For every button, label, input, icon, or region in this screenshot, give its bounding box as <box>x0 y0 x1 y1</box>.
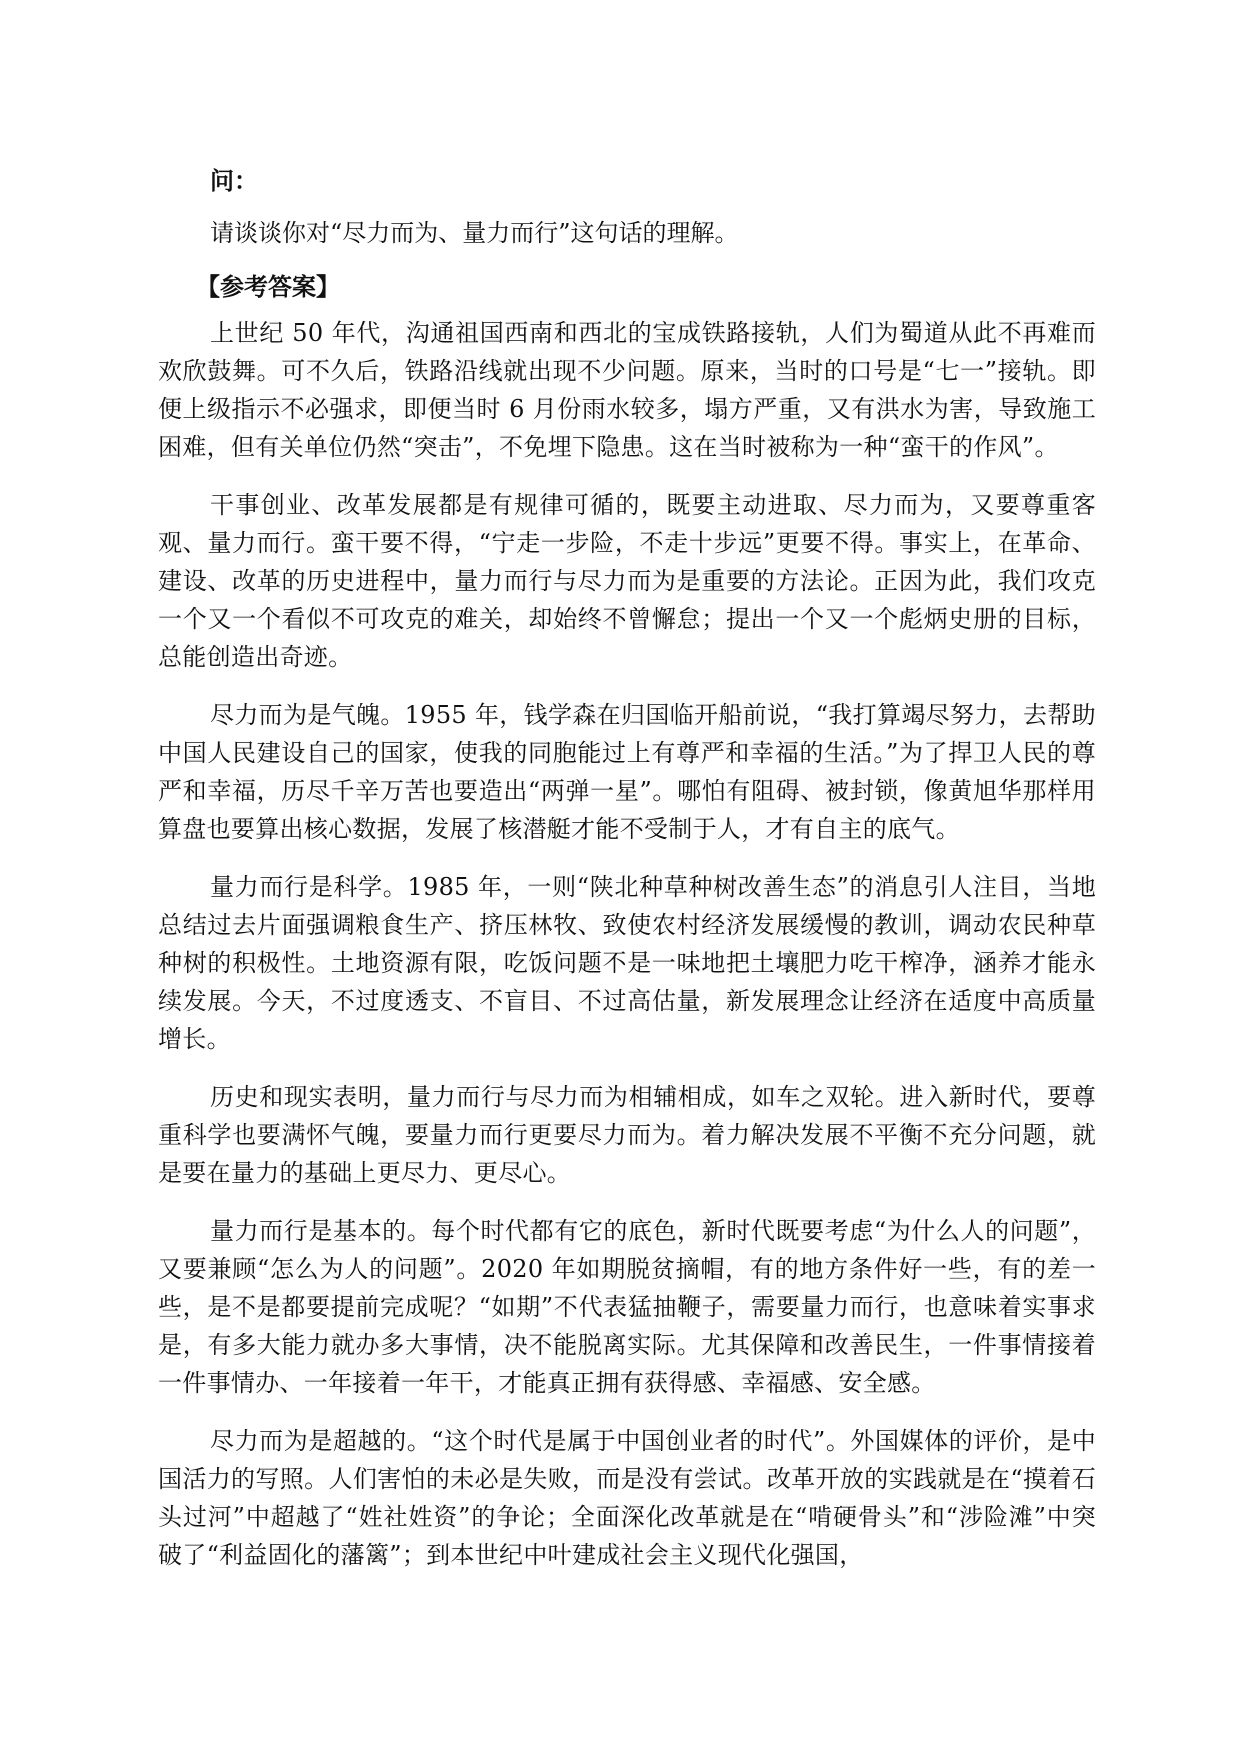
document-body <box>158 158 1096 1594</box>
answer-paragraph: 干事创业、改革发展都是有规律可循的，既要主动进取、尽力而为，又要尊重客观、量力而行。蛮干要不得，“宁走一步险，不走十步远”更要不得。事实上，在革命、建设、改革的历史进程中，量力而行与尽力而为是重要的方法论。正因为此，我们攻克一个又一个看似不可攻克的难关，却始终不曾懈怠；提出一个又一个彪炳史册的目标，总能创造出奇迹。 <box>158 491 1096 671</box>
answer-paragraph: 尽力而为是超越的。“这个时代是属于中国创业者的时代”。外国媒体的评价，是中国活力的写照。人们害怕的未必是失败，而是没有尝试。改革开放的实践就是在“摸着石头过河”中超越了“姓社姓资”的争论；全面深化改革就是在“啃硬骨头”和“涉险滩”中突破了“利益固化的藩篱”；到本世纪中叶建成社会主义现代化强国， <box>158 1427 1096 1569</box>
question-text: 请谈谈你对“尽力而为、量力而行”这句话的理解。 <box>210 219 739 247</box>
answer-paragraph: 量力而行是科学。1985 年，一则“陕北种草种树改善生态”的消息引人注目，当地总结过去片面强调粮食生产、挤压林牧、致使农村经济发展缓慢的教训，调动农民种草种树的积极性。土地资源有限，吃饭问题不是一味地把土壤肥力吃干榨净，涵养才能永续发展。今天，不过度透支、不盲目、不过高估量，新发展理念让经济在适度中高质量增长。 <box>158 873 1096 1053</box>
answer-paragraph: 上世纪 50 年代，沟通祖国西南和西北的宝成铁路接轨，人们为蜀道从此不再难而欢欣鼓舞。可不久后，铁路沿线就出现不少问题。原来，当时的口号是“七一”接轨。即便上级指示不必强求，即便当时 6 月份雨水较多，塌方严重，又有洪水为害，导致施工困难，但有关单位仍然“突击”，不免埋下隐患。这在当时被称为一种“蛮干的作风”。 <box>158 319 1096 461</box>
answer-paragraph: 量力而行是基本的。每个时代都有它的底色，新时代既要考虑“为什么人的问题”，又要兼顾“怎么为人的问题”。2020 年如期脱贫摘帽，有的地方条件好一些，有的差一些，是不是都要提前完成呢？“如期”不代表猛抽鞭子，需要量力而行，也意味着实事求是，有多大能力就办多大事情，决不能脱离实际。尤其保障和改善民生，一件事情接着一件事情办、一年接着一年干，才能真正拥有获得感、幸福感、安全感。 <box>158 1217 1096 1397</box>
answer-paragraph: 历史和现实表明，量力而行与尽力而为相辅相成，如车之双轮。进入新时代，要尊重科学也要满怀气魄，要量力而行更要尽力而为。着力解决发展不平衡不充分问题，就是要在量力的基础上更尽力、更尽心。 <box>158 1083 1096 1187</box>
answer-label: 【参考答案】 <box>196 272 340 301</box>
answer-paragraph: 尽力而为是气魄。1955 年，钱学森在归国临开船前说，“我打算竭尽努力，去帮助中国人民建设自己的国家，使我的同胞能过上有尊严和幸福的生活。”为了捍卫人民的尊严和幸福，历尽千辛万苦也要造出“两弹一星”。哪怕有阻碍、被封锁，像黄旭华那样用算盘也要算出核心数据，发展了核潜艇才能不受制于人，才有自主的底气。 <box>158 701 1096 843</box>
question-label: 问： <box>210 166 258 195</box>
